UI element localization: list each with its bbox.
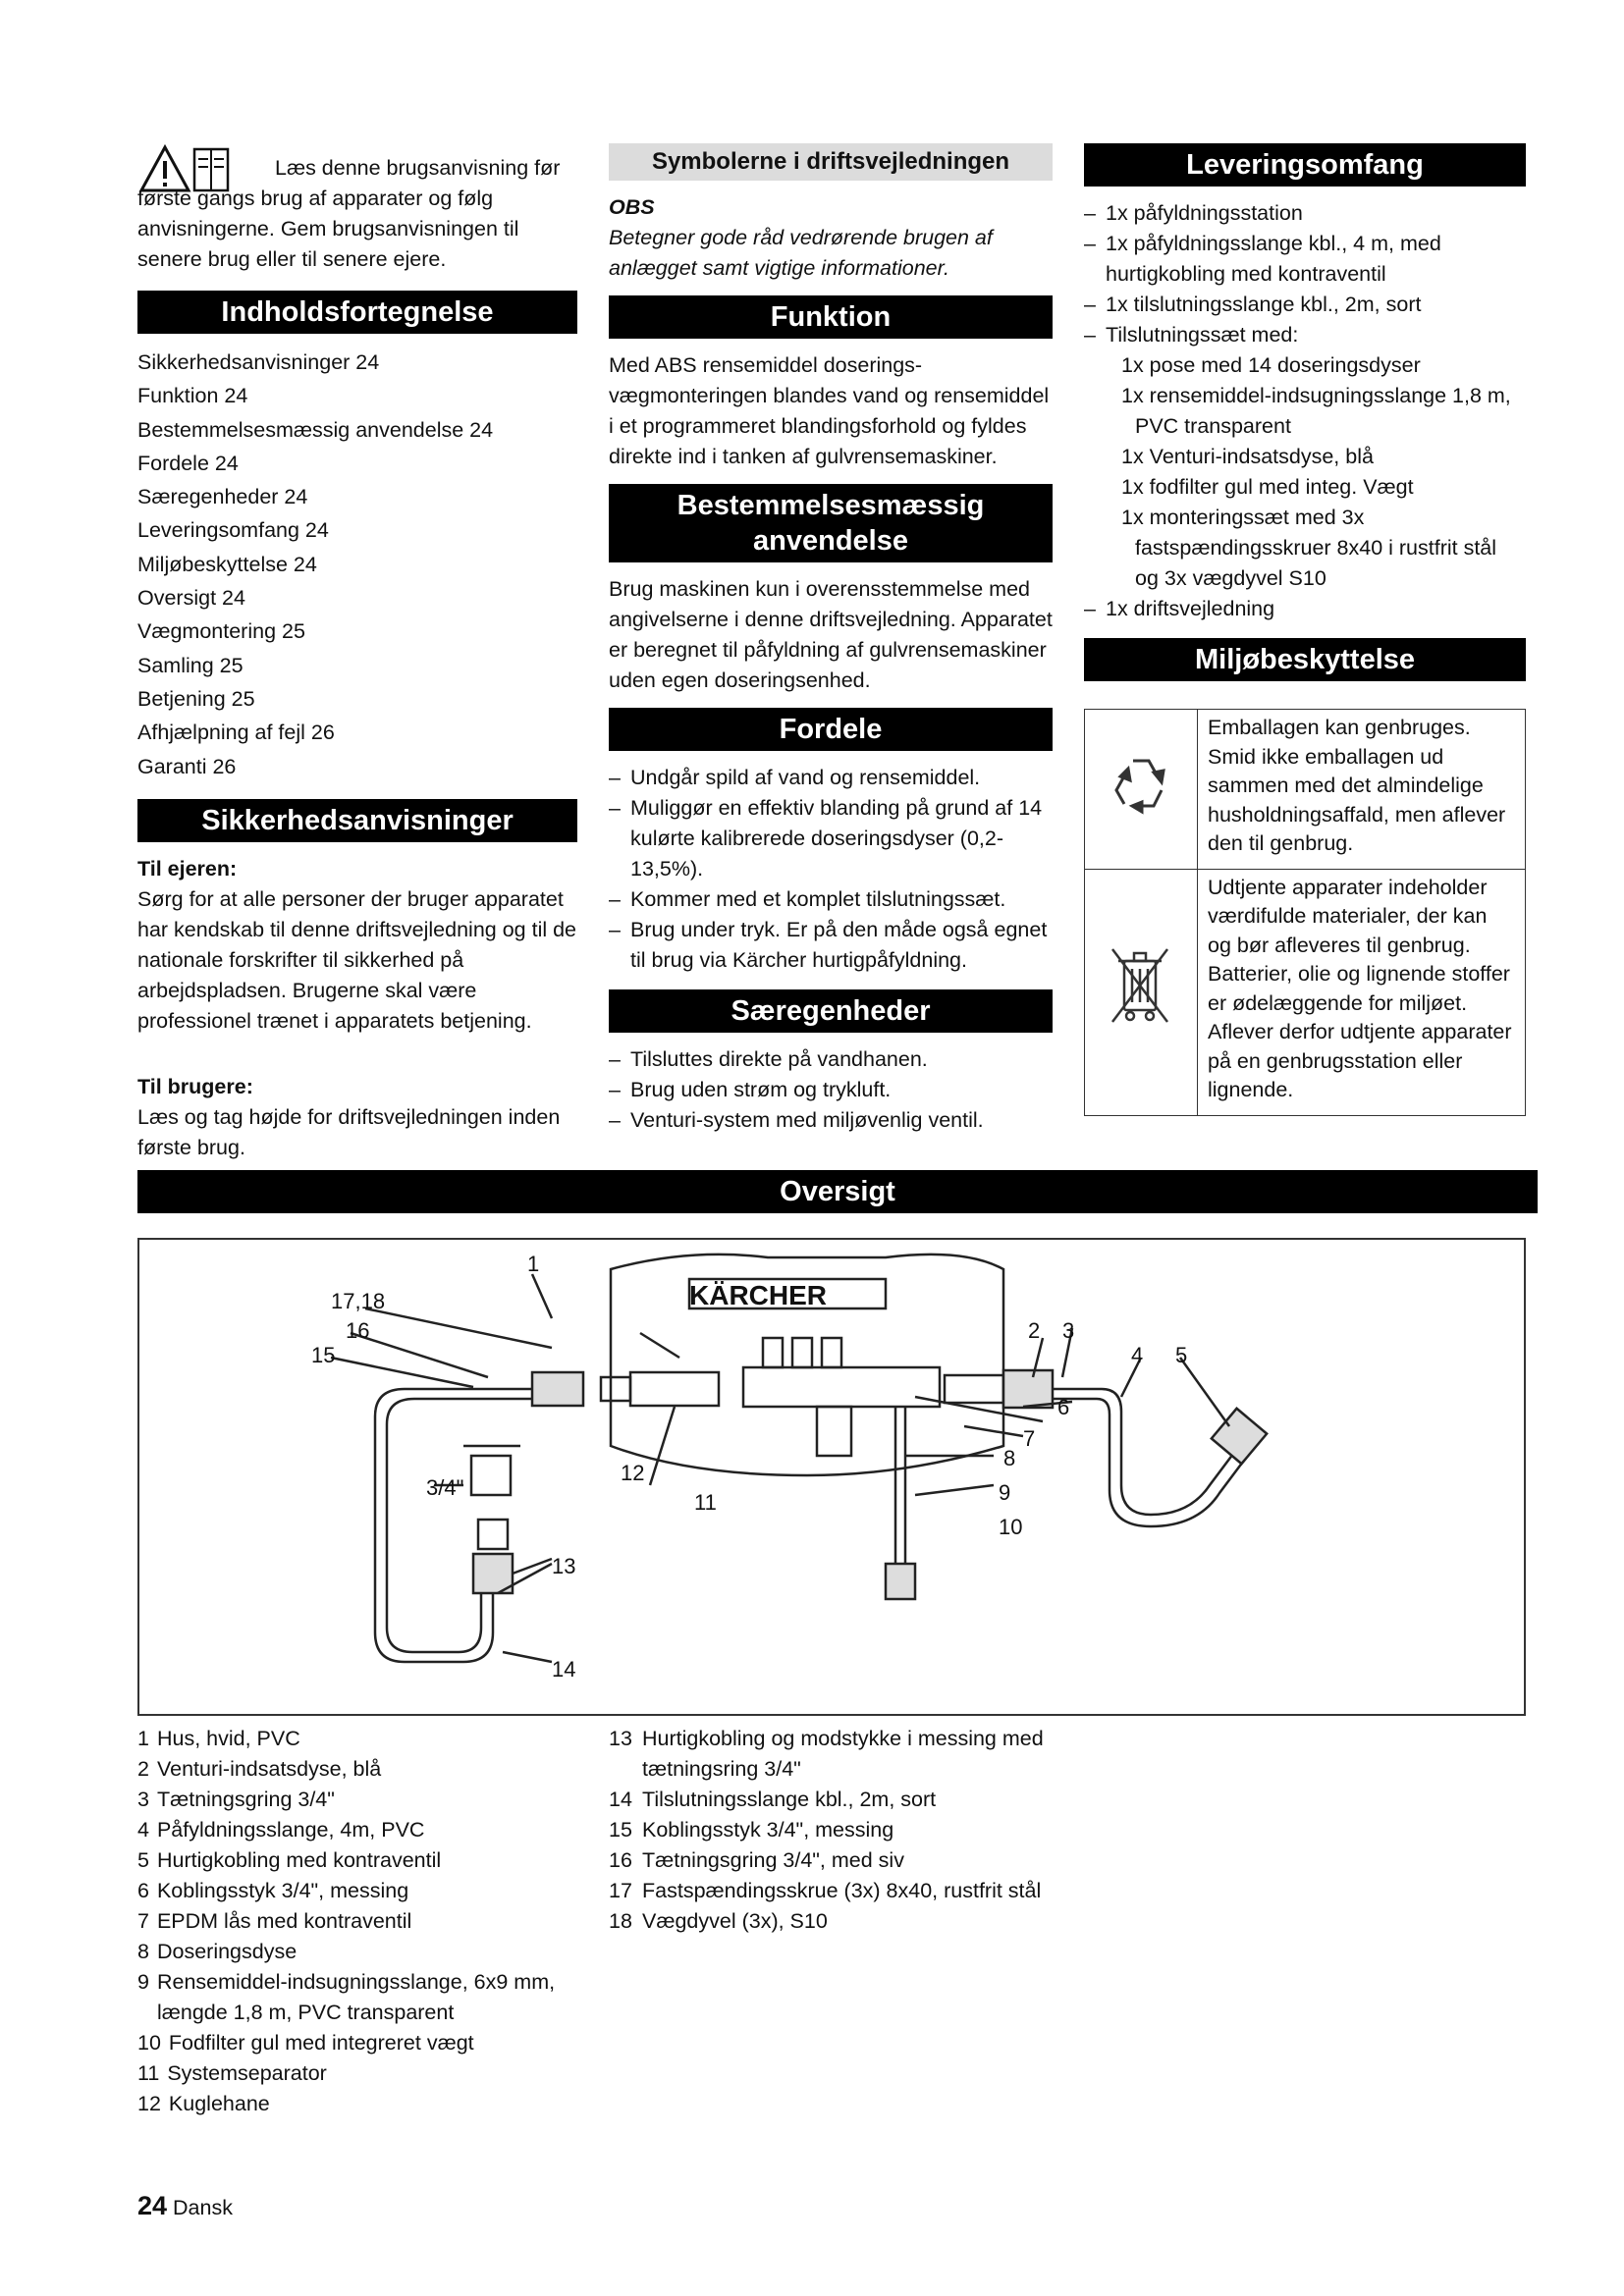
intended-use-title: Bestemmelsesmæssig anvendelse: [609, 484, 1053, 562]
list-item: – Muliggør en effektiv blanding på grund af 14 kulørte kalibrerede doseringsdyser (0,2-13,5%).: [609, 793, 1053, 884]
parts-list-right: [609, 1724, 1070, 1937]
toc-item[interactable]: Leveringsomfang 24: [137, 518, 329, 543]
footer-language: Dansk: [173, 2196, 233, 2219]
toc-item[interactable]: Funktion 24: [137, 384, 248, 408]
toc-item[interactable]: Samling 25: [137, 653, 244, 677]
advantages-title: Fordele: [609, 708, 1053, 751]
column-left: [137, 143, 577, 1163]
toc-item[interactable]: Oversigt 24: [137, 586, 245, 611]
list-item: – 1x driftsvejledning: [1084, 594, 1526, 624]
callout-15: 15: [311, 1343, 336, 1367]
toc-list: [137, 346, 577, 783]
list-item: 7 EPDM lås med kontraventil: [137, 1909, 412, 1933]
list-item: 8 Doseringsdyse: [137, 1940, 298, 1963]
features-title: Særegenheder: [609, 989, 1053, 1033]
toc-item[interactable]: Fordele 24: [137, 451, 239, 475]
users-text: Læs og tag højde for driftsvejledningen inden første brug.: [137, 1104, 561, 1159]
list-item: 1x Venturi-indsatsdyse, blå: [1121, 445, 1374, 468]
weee-cell: [1085, 869, 1198, 1115]
crossed-bin-icon: [1107, 943, 1175, 1032]
callout-2: 2: [1028, 1318, 1041, 1343]
brand-logo: KÄRCHER: [689, 1280, 827, 1310]
parts-list-left: [137, 1724, 579, 2119]
intended-use-text: Brug maskinen kun i overensstemmelse med angivelserne i denne driftsvejledning. Apparatet er beregnet til påfyldning af gulvrensemaskiner uden egen doseringsenhed.: [609, 577, 1053, 692]
list-item: 1x pose med 14 doseringsdyser: [1121, 353, 1421, 377]
callout-16: 16: [346, 1318, 370, 1343]
callout-7: 7: [1023, 1426, 1036, 1451]
owner-text: Sørg for at alle personer der bruger apparatet har kendskab til denne driftsvejledning og til de nationale forskrifter til sikkerhed på arbejdspladsen. Brugerne skal være professionel trænet i apparatets betjening.: [137, 886, 577, 1033]
recycle-cell: [1085, 710, 1198, 870]
list-item: 12 Kuglehane: [137, 2092, 270, 2115]
owner-heading: Til ejeren:: [137, 856, 238, 881]
list-item: 6 Koblingsstyk 3/4", messing: [137, 1879, 409, 1902]
callout-1: 1: [527, 1252, 540, 1276]
list-item: 4 Påfyldningsslange, 4m, PVC: [137, 1818, 425, 1842]
list-item: – Venturi-system med miljøvenlig ventil.: [609, 1105, 1053, 1136]
function-text: Med ABS rensemiddel doserings-vægmonteringen blandes vand og rensemiddel i et programmeret blandingsforhold og fyldes direkte ind i tanken af gulvrensemaskiner.: [609, 353, 1050, 468]
list-item: 16 Tætningsgring 3/4", med siv: [609, 1848, 904, 1872]
list-item: 1x rensemiddel-indsugningsslange 1,8 m, PVC transparent: [1121, 384, 1511, 438]
list-item: – Tilslutningssæt med:: [1084, 320, 1526, 350]
toc-item[interactable]: Sikkerhedsanvisninger 24: [137, 350, 380, 374]
toc-item[interactable]: Miljøbeskyttelse 24: [137, 552, 317, 576]
callout-3: 3: [1062, 1318, 1075, 1343]
toc-item[interactable]: Afhjælpning af fejl 26: [137, 721, 335, 745]
list-item: 3 Tætningsgring 3/4": [137, 1788, 335, 1811]
delivery-title: Leveringsomfang: [1084, 143, 1526, 187]
users-heading: Til brugere:: [137, 1074, 253, 1098]
device-diagram: [139, 1240, 1524, 1714]
list-item: 2 Venturi-indsatsdyse, blå: [137, 1757, 382, 1781]
list-item: 18 Vægdyvel (3x), S10: [609, 1909, 828, 1933]
obs-text: Betegner gode råd vedrørende brugen af anlægget samt vigtige informationer.: [609, 226, 993, 280]
overview-diagram: [137, 1238, 1526, 1716]
callout-12: 12: [621, 1461, 645, 1485]
list-item: – Tilsluttes direkte på vandhanen.: [609, 1044, 1053, 1075]
delivery-list-end: [1084, 594, 1526, 624]
list-item: 5 Hurtigkobling med kontraventil: [137, 1848, 442, 1872]
callout-4: 4: [1131, 1343, 1144, 1367]
callout-5: 5: [1175, 1343, 1188, 1367]
toc-item[interactable]: Garanti 26: [137, 754, 237, 778]
list-item: 13 Hurtigkobling og modstykke i messing med tætningsring 3/4": [609, 1727, 1044, 1781]
symbols-title: Symbolerne i driftsvejledningen: [609, 143, 1053, 181]
delivery-list: [1084, 198, 1526, 350]
list-item: 11 Systemseparator: [137, 2061, 327, 2085]
column-middle: [609, 143, 1053, 1149]
thread-label: 3/4": [426, 1475, 464, 1500]
delivery-sub-list: [1084, 350, 1526, 594]
page-footer: [137, 2191, 233, 2221]
callout-8: 8: [1003, 1446, 1016, 1470]
list-item: 15 Koblingsstyk 3/4", messing: [609, 1818, 894, 1842]
toc-item[interactable]: Bestemmelsesmæssig anvendelse 24: [137, 417, 494, 442]
recycle-icon: [1107, 751, 1175, 820]
list-item: – Brug under tryk. Er på den måde også egnet til brug via Kärcher hurtigpåfyldning.: [609, 915, 1053, 976]
function-title: Funktion: [609, 295, 1053, 339]
obs-label: OBS: [609, 195, 655, 219]
overview-title: Oversigt: [137, 1170, 1538, 1213]
list-item: 10 Fodfilter gul med integreret vægt: [137, 2031, 474, 2055]
environment-table: [1084, 709, 1526, 1116]
callout-6: 6: [1057, 1395, 1070, 1419]
list-item: 9 Rensemiddel-indsugningsslange, 6x9 mm, længde 1,8 m, PVC transparent: [137, 1970, 556, 2024]
callout-13: 13: [552, 1554, 576, 1578]
toc-item[interactable]: Særegenheder 24: [137, 485, 308, 509]
page-number: 24: [137, 2191, 168, 2220]
toc-item[interactable]: Betjening 25: [137, 686, 255, 711]
callout-14: 14: [552, 1657, 576, 1682]
advantages-list: [609, 763, 1053, 976]
callout-10: 10: [999, 1515, 1023, 1539]
list-item: – 1x påfyldningsstation: [1084, 198, 1526, 229]
list-item: 1x monteringssæt med 3x fastspændingsskruer 8x40 i rustfrit stål og 3x vægdyvel S10: [1121, 506, 1497, 590]
list-item: – Brug uden strøm og trykluft.: [609, 1075, 1053, 1105]
callout-11: 11: [694, 1490, 717, 1515]
weee-text: Udtjente apparater indeholder værdifulde materialer, der kan og bør afleveres til genbrug. Batterier, olie og lignende stoffer er ødelæggende for miljøet. Aflever derfor udtjente apparater på en genbrugsstation eller lignende.: [1198, 869, 1526, 1115]
toc-title: Indholdsfortegnelse: [137, 291, 577, 334]
intro-text: Læs denne brugsanvisning før første gangs brug af apparater og følg anvisningerne. Gem brugsanvisningen til senere brug eller til senere ejere.: [137, 156, 561, 271]
list-item: – Kommer med et komplet tilslutningssæt.: [609, 884, 1053, 915]
callout-9: 9: [999, 1480, 1011, 1505]
list-item: – 1x påfyldningsslange kbl., 4 m, med hurtigkobling med kontraventil: [1084, 229, 1526, 290]
safety-title: Sikkerhedsanvisninger: [137, 799, 577, 842]
toc-item[interactable]: Vægmontering 25: [137, 619, 305, 644]
list-item: – Undgår spild af vand og rensemiddel.: [609, 763, 1053, 793]
list-item: 1x fodfilter gul med integ. Vægt: [1121, 475, 1414, 499]
callout-17-18: 17,18: [331, 1289, 386, 1313]
list-item: 14 Tilslutningsslange kbl., 2m, sort: [609, 1788, 937, 1811]
features-list: [609, 1044, 1053, 1136]
recycle-text: Emballagen kan genbruges. Smid ikke emballagen ud sammen med det almindelige husholdningsaffald, men aflever den til genbrug.: [1198, 710, 1526, 870]
list-item: – 1x tilslutningsslange kbl., 2m, sort: [1084, 290, 1526, 320]
environment-title: Miljøbeskyttelse: [1084, 638, 1526, 681]
list-item: 1 Hus, hvid, PVC: [137, 1727, 300, 1750]
column-right: [1084, 143, 1526, 1116]
list-item: 17 Fastspændingsskrue (3x) 8x40, rustfrit stål: [609, 1879, 1042, 1902]
